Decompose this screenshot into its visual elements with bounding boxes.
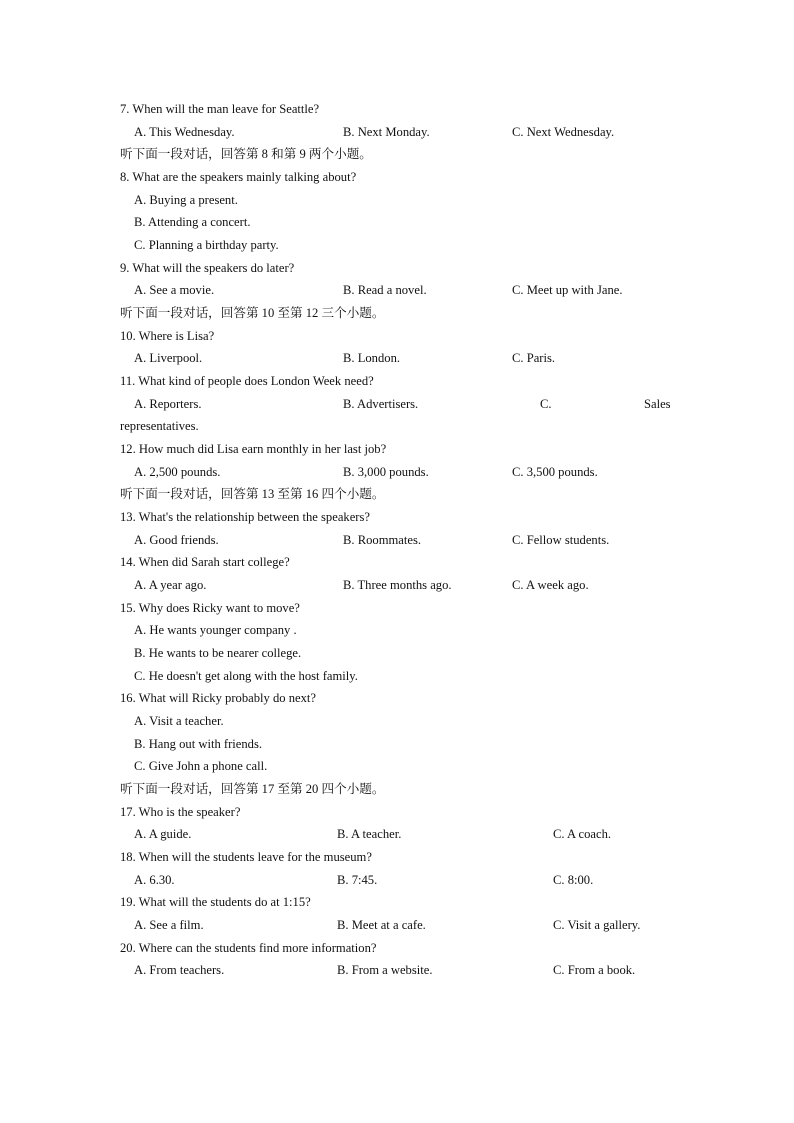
q12-option-a: A. 2,500 pounds.: [134, 465, 221, 479]
q16-option-a: A. Visit a teacher.: [134, 714, 224, 728]
question-17: 17. Who is the speaker?: [120, 805, 241, 819]
q14-option-c: C. A week ago.: [512, 578, 589, 592]
q8-option-c: C. Planning a birthday party.: [134, 238, 279, 252]
question-20: 20. Where can the students find more information?: [120, 941, 377, 955]
question-7: 7. When will the man leave for Seattle?: [120, 102, 320, 116]
q20-option-b: B. From a website.: [337, 963, 433, 977]
q19-option-a: A. See a film.: [134, 918, 204, 932]
question-19: 19. What will the students do at 1:15?: [120, 895, 311, 909]
q11-option-c-text: Sales: [644, 397, 671, 411]
section-instruction-4: 听下面一段对话，回答第 17 至第 20 四个小题。: [120, 782, 385, 796]
q20-option-c: C. From a book.: [553, 963, 636, 977]
question-18: 18. When will the students leave for the museum?: [120, 850, 372, 864]
q9-option-a: A. See a movie.: [134, 283, 215, 297]
q11-option-a: A. Reporters.: [134, 397, 202, 411]
q19-option-c: C. Visit a gallery.: [553, 918, 641, 932]
section-instruction-3: 听下面一段对话，回答第 13 至第 16 四个小题。: [120, 487, 385, 501]
q20-option-a: A. From teachers.: [134, 963, 225, 977]
q10-option-b: B. London.: [343, 351, 401, 365]
q17-option-c: C. A coach.: [553, 827, 612, 841]
q12-option-c: C. 3,500 pounds.: [512, 465, 598, 479]
q16-option-b: B. Hang out with friends.: [134, 737, 263, 751]
q15-option-c: C. He doesn't get along with the host family.: [134, 669, 358, 683]
q7-option-c: C. Next Wednesday.: [512, 125, 615, 139]
q10-option-c: C. Paris.: [512, 351, 556, 365]
question-12: 12. How much did Lisa earn monthly in her last job?: [120, 442, 387, 456]
q13-option-a: A. Good friends.: [134, 533, 219, 547]
q18-option-b: B. 7:45.: [337, 873, 378, 887]
question-13: 13. What's the relationship between the speakers?: [120, 510, 370, 524]
q15-option-b: B. He wants to be nearer college.: [134, 646, 302, 660]
q18-option-a: A. 6.30.: [134, 873, 175, 887]
q17-option-a: A. A guide.: [134, 827, 192, 841]
q7-option-a: A. This Wednesday.: [134, 125, 235, 139]
q7-option-b: B. Next Monday.: [343, 125, 430, 139]
q13-option-c: C. Fellow students.: [512, 533, 610, 547]
question-16: 16. What will Ricky probably do next?: [120, 691, 316, 705]
q13-option-b: B. Roommates.: [343, 533, 422, 547]
q14-option-b: B. Three months ago.: [343, 578, 452, 592]
q19-option-b: B. Meet at a cafe.: [337, 918, 426, 932]
question-9: 9. What will the speakers do later?: [120, 261, 295, 275]
section-instruction-2: 听下面一段对话，回答第 10 至第 12 三个小题。: [120, 306, 385, 320]
q12-option-b: B. 3,000 pounds.: [343, 465, 429, 479]
q10-option-a: A. Liverpool.: [134, 351, 203, 365]
question-11: 11. What kind of people does London Week need?: [120, 374, 374, 388]
question-15: 15. Why does Ricky want to move?: [120, 601, 300, 615]
q16-option-c: C. Give John a phone call.: [134, 759, 268, 773]
question-8: 8. What are the speakers mainly talking about?: [120, 170, 357, 184]
q17-option-b: B. A teacher.: [337, 827, 402, 841]
q11-option-b: B. Advertisers.: [343, 397, 419, 411]
q8-option-b: B. Attending a concert.: [134, 215, 251, 229]
q9-option-c: C. Meet up with Jane.: [512, 283, 623, 297]
question-14: 14. When did Sarah start college?: [120, 555, 290, 569]
section-instruction-1: 听下面一段对话，回答第 8 和第 9 两个小题。: [120, 147, 372, 161]
question-10: 10. Where is Lisa?: [120, 329, 215, 343]
q18-option-c: C. 8:00.: [553, 873, 594, 887]
q15-option-a: A. He wants younger company .: [134, 623, 297, 637]
q11-option-c-label: C.: [540, 397, 552, 411]
q8-option-a: A. Buying a present.: [134, 193, 238, 207]
q11-option-c-continued: representatives.: [120, 419, 199, 433]
q9-option-b: B. Read a novel.: [343, 283, 427, 297]
q14-option-a: A. A year ago.: [134, 578, 207, 592]
